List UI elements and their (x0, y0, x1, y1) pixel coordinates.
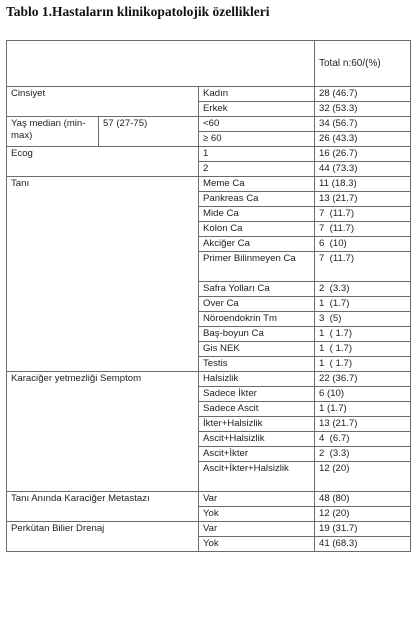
value-cell: 1 (1.7) (315, 297, 411, 312)
value-cell: 12 (20) (315, 507, 411, 522)
value-cell: 19 (31.7) (315, 522, 411, 537)
category-cell: Meme Ca (199, 177, 315, 192)
section-label: Perkütan Bilier Drenaj (7, 522, 199, 552)
category-cell: ≥ 60 (199, 132, 315, 147)
value-cell: 7 (11.7) (315, 252, 411, 282)
category-cell: <60 (199, 117, 315, 132)
table-row (7, 492, 411, 507)
value-cell: 44 (73.3) (315, 162, 411, 177)
category-cell: Yok (199, 537, 315, 552)
value-cell: 32 (53.3) (315, 102, 411, 117)
category-cell: Var (199, 522, 315, 537)
category-cell: Pankreas Ca (199, 192, 315, 207)
category-cell: Var (199, 492, 315, 507)
category-cell: Sadece İkter (199, 387, 315, 402)
category-cell: Safra Yolları Ca (199, 282, 315, 297)
category-cell: Baş-boyun Ca (199, 327, 315, 342)
value-cell: 11 (18.3) (315, 177, 411, 192)
value-cell: 2 (3.3) (315, 447, 411, 462)
category-cell: Ascit+İkter+Halsizlik (199, 462, 315, 492)
header-empty-cell (7, 41, 315, 87)
value-cell: 28 (46.7) (315, 87, 411, 102)
section-label: Tanı (7, 177, 199, 372)
value-cell: 22 (36.7) (315, 372, 411, 387)
category-cell: İkter+Halsizlik (199, 417, 315, 432)
category-cell: Akciğer Ca (199, 237, 315, 252)
category-cell: Kolon Ca (199, 222, 315, 237)
category-cell: Ascit+Halsizlik (199, 432, 315, 447)
category-cell: Yok (199, 507, 315, 522)
category-cell: Gis NEK (199, 342, 315, 357)
section-label: Ecog (7, 147, 199, 177)
section-label: Tanı Anında Karaciğer Metastazı (7, 492, 199, 522)
table-row (7, 522, 411, 537)
clinicopathologic-table (6, 40, 411, 552)
category-cell: 1 (199, 147, 315, 162)
value-cell: 16 (26.7) (315, 147, 411, 162)
category-cell: Ascit+İkter (199, 447, 315, 462)
value-cell: 1 (1.7) (315, 402, 411, 417)
table-row (7, 87, 411, 102)
table-row (7, 117, 411, 132)
section-sublabel: 57 (27-75) (99, 117, 199, 147)
value-cell: 12 (20) (315, 462, 411, 492)
section-label: Karaciğer yetmezliği Semptom (7, 372, 199, 492)
table-row (7, 177, 411, 192)
value-cell: 41 (68.3) (315, 537, 411, 552)
header-row (7, 41, 411, 87)
section-label: Cinsiyet (7, 87, 199, 117)
category-cell: Testis (199, 357, 315, 372)
value-cell: 2 (3.3) (315, 282, 411, 297)
value-cell: 34 (56.7) (315, 117, 411, 132)
category-cell: Mide Ca (199, 207, 315, 222)
table-row (7, 147, 411, 162)
value-cell: 26 (43.3) (315, 132, 411, 147)
value-cell: 6 (10) (315, 387, 411, 402)
value-cell: 4 (6.7) (315, 432, 411, 447)
category-cell: Primer Bilinmeyen Ca (199, 252, 315, 282)
value-cell: 1 ( 1.7) (315, 327, 411, 342)
category-cell: 2 (199, 162, 315, 177)
category-cell: Over Ca (199, 297, 315, 312)
value-cell: 13 (21.7) (315, 192, 411, 207)
category-cell: Erkek (199, 102, 315, 117)
category-cell: Sadece Ascit (199, 402, 315, 417)
value-cell: 7 (11.7) (315, 207, 411, 222)
value-cell: 3 (5) (315, 312, 411, 327)
section-label: Yaş median (min-max) (7, 117, 99, 147)
value-cell: 6 (10) (315, 237, 411, 252)
value-cell: 1 ( 1.7) (315, 357, 411, 372)
value-cell: 7 (11.7) (315, 222, 411, 237)
table-title: Tablo 1.Hastaların klinikopatolojik özellikleri (6, 4, 270, 19)
table-row (7, 372, 411, 387)
value-cell: 1 ( 1.7) (315, 342, 411, 357)
category-cell: Nöroendokrin Tm (199, 312, 315, 327)
value-cell: 48 (80) (315, 492, 411, 507)
category-cell: Kadın (199, 87, 315, 102)
value-cell: 13 (21.7) (315, 417, 411, 432)
category-cell: Halsizlik (199, 372, 315, 387)
table-body (7, 41, 411, 552)
header-total-cell: Total n:60/(%) (315, 41, 411, 87)
